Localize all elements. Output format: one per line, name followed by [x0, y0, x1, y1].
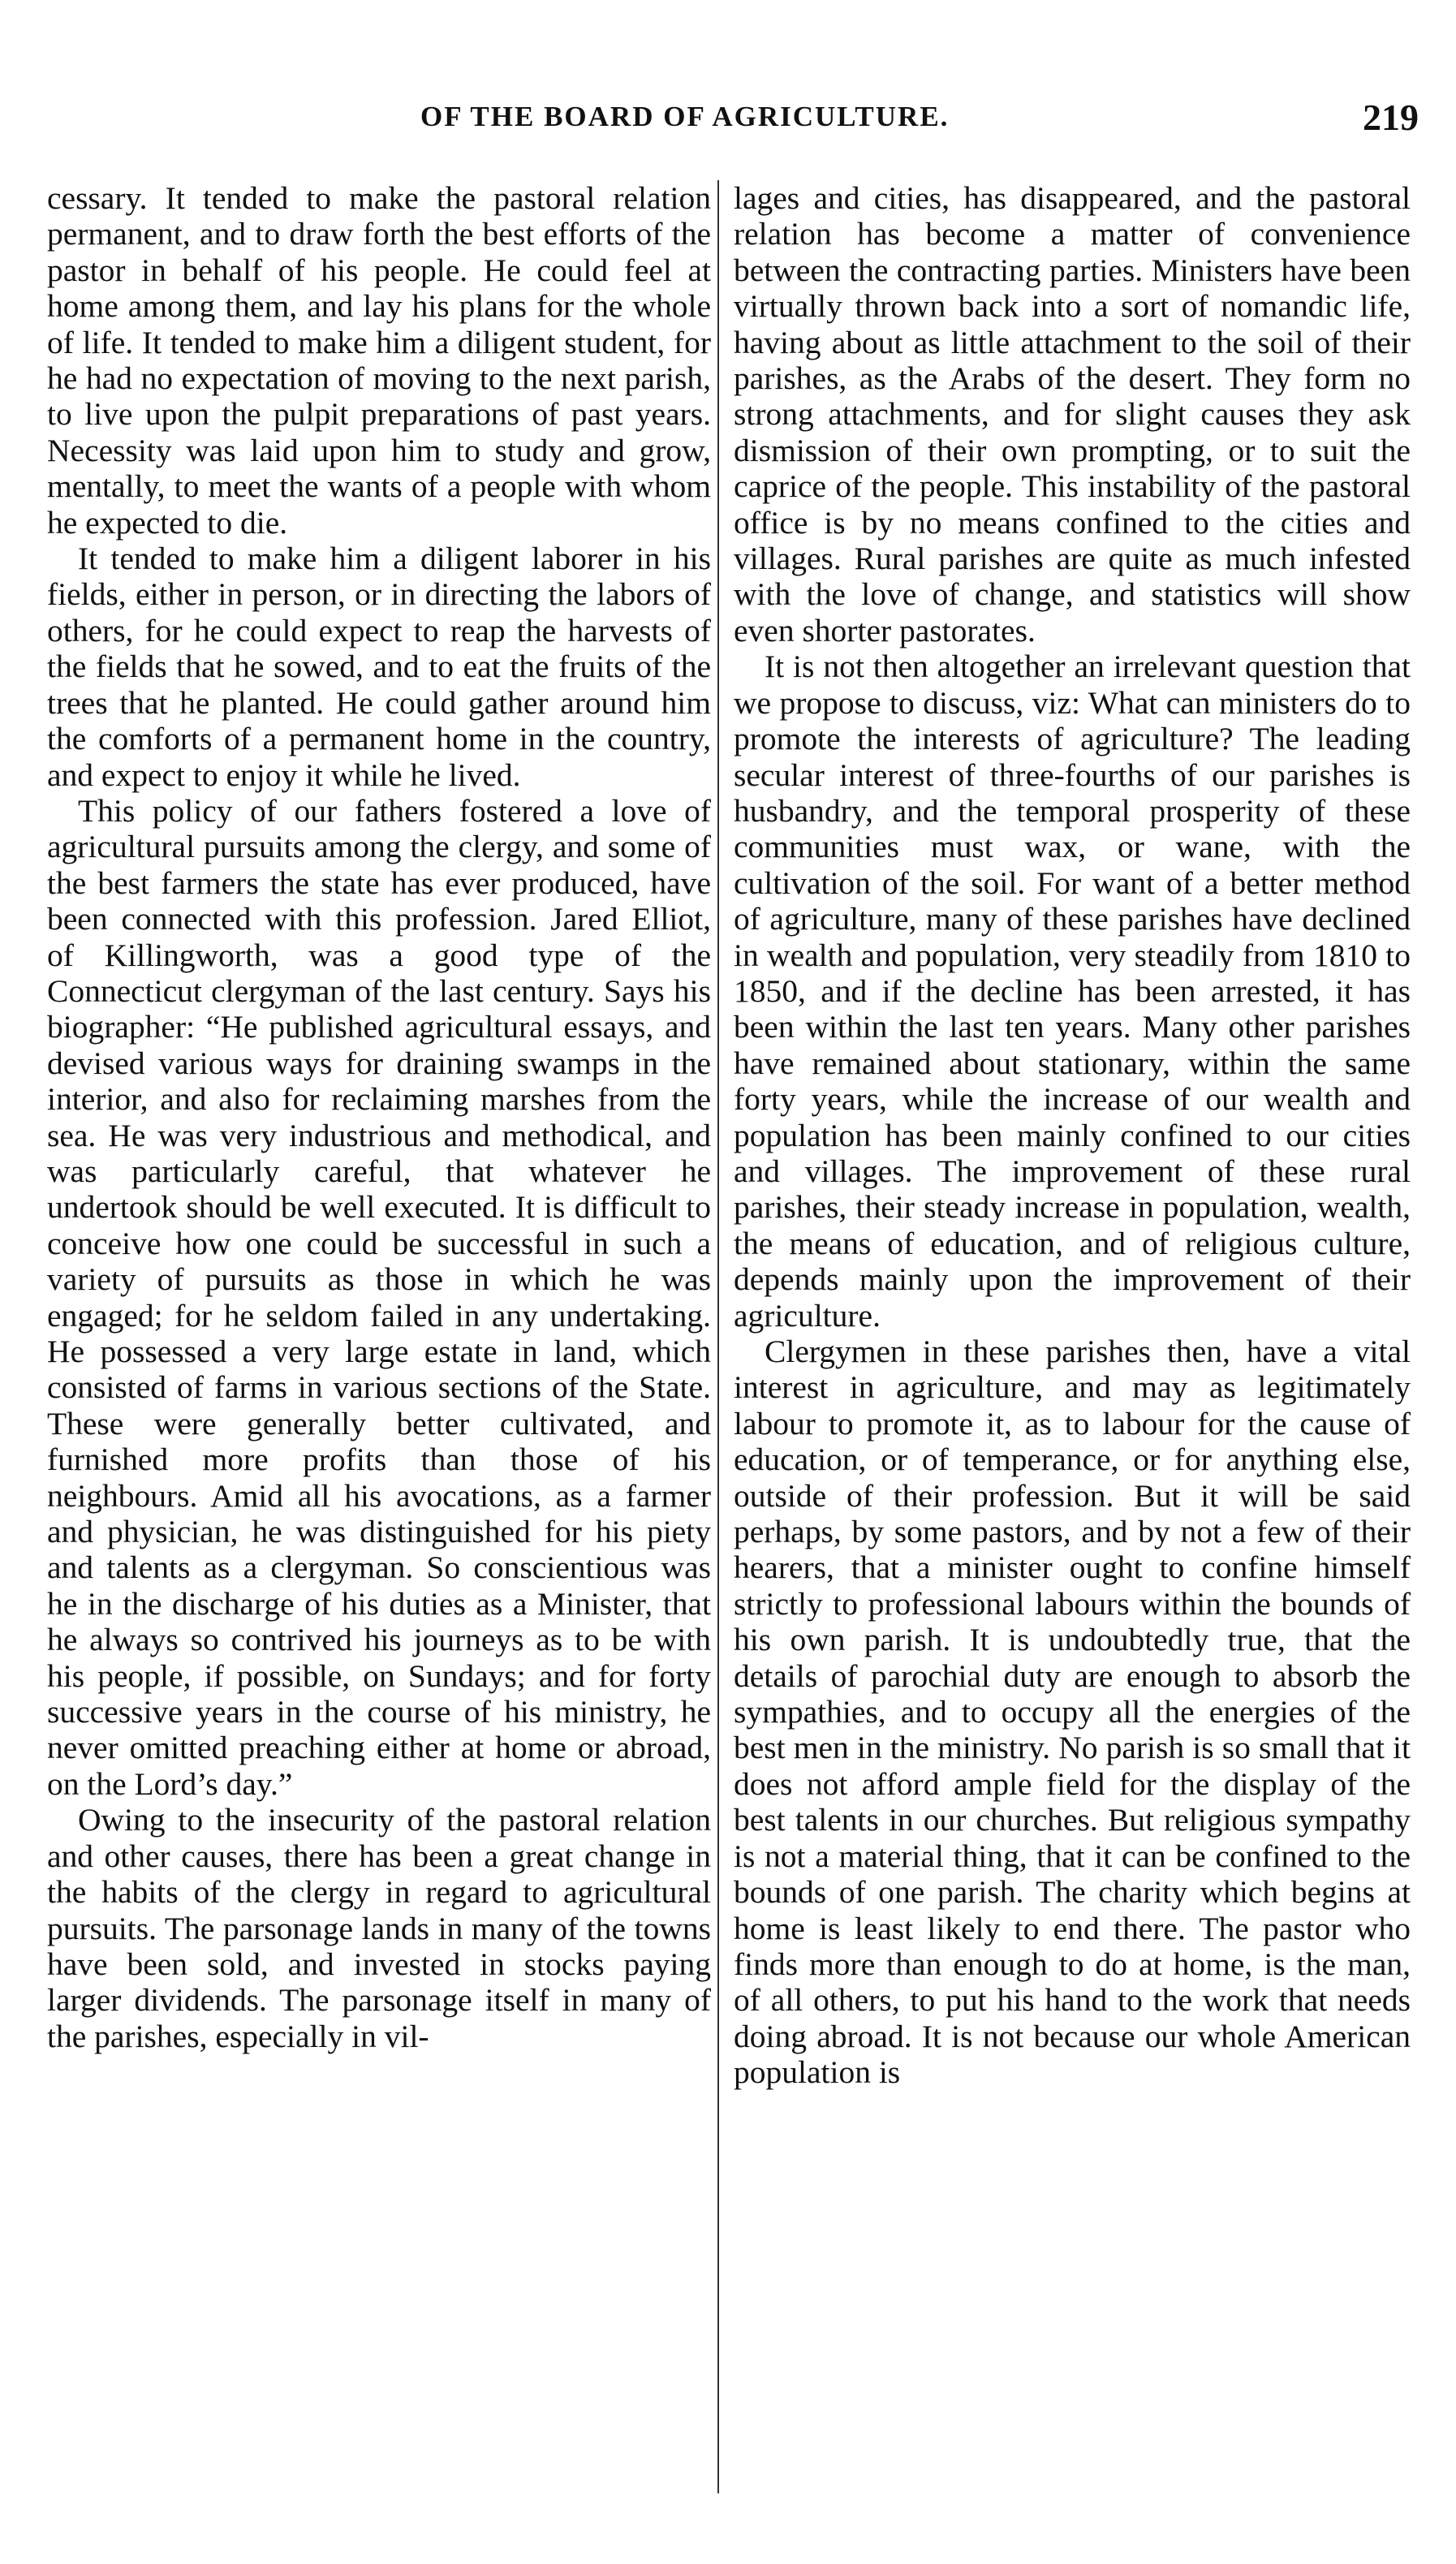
paragraph: It tended to make him a diligent laborer in his fields, either in person, or in directing the labors of others, for he could expect to reap the harvests of the fields that he sowed, and to eat the fruits of the trees that he planted. He could gather around him the comforts of a permanent home in the country, and expect to enjoy it while he lived.: [47, 541, 711, 793]
paragraph: Clergymen in these parishes then, have a vital interest in agriculture, and may as legitimately labour to promote it, as to labour for the cause of education, or of temperance, or for anything else, outside of their profession. But it will be said perhaps, by some pastors, and by not a few of their hearers, that a minister ought to confine himself strictly to professional labours within the bounds of his own parish. It is undoubtedly true, that the details of parochial duty are enough to absorb the sympathies, and to occupy all the energies of the best men in the ministry. No parish is so small that it does not afford ample field for the display of the best talents in our churches. But religious sympathy is not a material thing, that it can be confined to the bounds of one parish. The charity which begins at home is least likely to end there. The pastor who finds more than enough to do at home, is the man, of all others, to put his hand to the work that needs doing abroad. It is not because our whole American population is: [734, 1334, 1411, 2091]
running-title: OF THE BOARD OF AGRICULTURE.: [420, 101, 950, 132]
paragraph: It is not then altogether an irrelevant question that we propose to discuss, viz: What can ministers do to promote the interests of agriculture? The leading secular interest of three-fourths of our parishes is husbandry, and the temporal prosperity of these communities must wax, or wane, with the cultivation of the soil. For want of a better method of agriculture, many of these parishes have declined in wealth and population, very steadily from 1810 to 1850, and if the decline has been arrested, it has been within the last ten years. Many other parishes have remained about stationary, within the same forty years, while the increase of our wealth and population has been mainly confined to our cities and villages. The improvement of these rural parishes, their steady increase in population, wealth, the means of education, and of religious culture, depends mainly upon the improvement of their agriculture.: [734, 649, 1411, 1334]
right-column: [734, 180, 1411, 2493]
column-divider: [717, 180, 719, 2493]
running-head: [47, 96, 1419, 144]
paragraph: lages and cities, has disappeared, and the pastoral relation has become a matter of convenience between the contracting parties. Ministers have been virtually thrown back into a sort of nomandic life, having about as little attachment to the soil of their parishes, as the Arabs of the desert. They form no strong attachments, and for slight causes they ask dismission of their own prompting, or to suit the caprice of the people. This instability of the pastoral office is by no means confined to the cities and villages. Rural parishes are quite as much infested with the love of change, and statistics will show even shorter pastorates.: [734, 180, 1411, 649]
paragraph: cessary. It tended to make the pastoral relation permanent, and to draw forth the best efforts of the pastor in behalf of his people. He could feel at home among them, and lay his plans for the whole of life. It tended to make him a diligent student, for he had no expectation of moving to the next parish, to live upon the pulpit preparations of past years. Necessity was laid upon him to study and grow, mentally, to meet the wants of a people with whom he expected to die.: [47, 180, 711, 541]
paragraph: Owing to the insecurity of the pastoral relation and other causes, there has been a great change in the habits of the clergy in regard to agricultural pursuits. The parsonage lands in many of the towns have been sold, and invested in stocks paying larger dividends. The parsonage itself in many of the parishes, especially in vil-: [47, 1802, 711, 2054]
paragraph: This policy of our fathers fostered a love of agricultural pursuits among the clergy, and some of the best farmers the state has ever produced, have been connected with this profession. Jared Elliot, of Killingworth, was a good type of the Connecticut clergyman of the last century. Says his biographer: “He published agricultural essays, and devised various ways for draining swamps in the interior, and also for reclaiming marshes from the sea. He was very industrious and methodical, and was particularly careful, that whatever he undertook should be well executed. It is difficult to conceive how one could be successful in such a variety of pursuits as those in which he was engaged; for he seldom failed in any undertaking. He possessed a very large estate in land, which consisted of farms in various sections of the State. These were generally better cultivated, and furnished more profits than those of his neighbours. Amid all his avocations, as a farmer and physician, he was distinguished for his piety and talents as a clergyman. So conscientious was he in the discharge of his duties as a Minister, that he always so contrived his journeys as to be with his people, if possible, on Sundays; and for forty successive years in the course of his ministry, he never omitted preaching either at home or abroad, on the Lord’s day.”: [47, 792, 711, 1802]
page-number: 219: [1363, 97, 1419, 138]
left-column: [47, 180, 711, 2493]
